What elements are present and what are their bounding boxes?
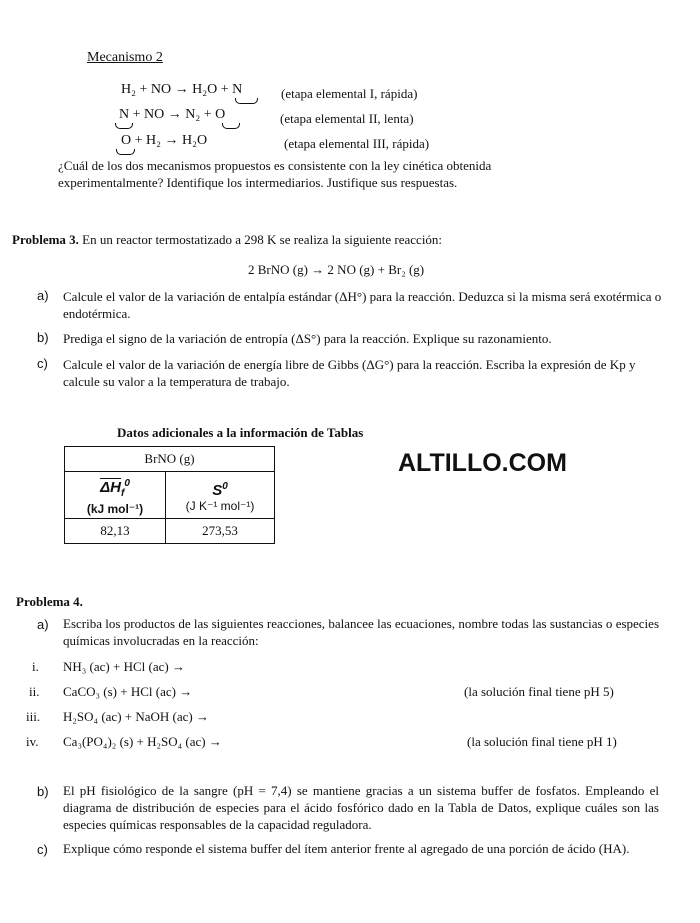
table-species: BrNO (g)	[65, 447, 275, 472]
mechanism-step-1: H₂ + NO → H₂O + N	[121, 82, 243, 97]
mechanism-question: ¿Cuál de los dos mecanismos propuestos es consistente con la ley cinética obtenida experimentalmente? Identifique los intermediarios. Justifique sus respuestas.	[58, 158, 492, 190]
problem3-heading: Problema 3.	[12, 232, 79, 247]
intermediate-brace	[235, 98, 258, 104]
problem3-item-b-text: Prediga el signo de la variación de entropía (ΔS°) para la reacción. Explique su razonamiento.	[63, 331, 552, 346]
reaction-eq-i: NH₃ (ac) + HCl (ac) →	[63, 659, 185, 674]
problem3-item-b-label: b)	[37, 330, 49, 345]
problem4-item-a-label: a)	[37, 617, 49, 632]
data-table	[64, 446, 275, 544]
reaction-num-iv: iv.	[26, 734, 39, 749]
reaction-eq-iii: H₂SO₄ (ac) + NaOH (ac) →	[63, 709, 209, 724]
problem3-header	[12, 232, 442, 248]
mechanism-step-2: N + NO → N₂ + O	[119, 107, 226, 122]
intermediate-brace	[115, 123, 133, 129]
table-header-enthalpy	[65, 472, 166, 519]
entropy-unit: (J K⁻¹ mol⁻¹)	[185, 498, 255, 513]
mechanism-title: Mecanismo 2	[87, 50, 163, 65]
problem4-item-c-text: Explique cómo responde el sistema buffer del ítem anterior frente al agregado de una porción de ácido (HA).	[63, 841, 630, 856]
problem4-item-b-label: b)	[37, 784, 49, 799]
intermediate-brace	[222, 123, 240, 129]
table-value-enthalpy: 82,13	[65, 519, 166, 544]
problem3-item-a-text: Calcule el valor de la variación de entalpía estándar (ΔH°) para la reacción. Deduzca si la misma será exotérmica o endotérmica.	[63, 289, 662, 321]
enthalpy-unit: (kJ mol⁻¹)	[86, 501, 144, 516]
entropy-symbol: $S^0$	[212, 480, 228, 499]
table-header-entropy	[166, 472, 275, 519]
problem4-heading: Problema 4.	[16, 594, 83, 609]
watermark-logo: ALTILLO.COM	[398, 449, 567, 477]
intermediate-brace	[116, 149, 135, 155]
reaction-note-iv: (la solución final tiene pH 1)	[467, 734, 617, 749]
enthalpy-symbol: $\overline{\Delta H}_f^0$	[100, 477, 130, 499]
mechanism-step-3-note: (etapa elemental III, rápida)	[284, 136, 430, 151]
problem3-intro: En un reactor termostatizado a 298 K se realiza la siguiente reacción:	[82, 232, 443, 247]
table-caption: Datos adicionales a la información de Tablas	[117, 425, 364, 440]
mechanism-step-3: O + H₂ → H₂O	[121, 133, 208, 148]
reaction-num-ii: ii.	[29, 684, 40, 699]
problem4-item-b-text: El pH fisiológico de la sangre (pH = 7,4) se mantiene gracias a un sistema buffer de fosfatos. Empleando el diagrama de distribución de especies para el ácido fosfórico dado en la Tabla de Datos, explique cuáles son las especies químicas responsables de la capacidad reguladora.	[63, 783, 659, 832]
problem3-item-c-text: Calcule el valor de la variación de energía libre de Gibbs (ΔG°) para la reacción. Escriba la expresión de Kp y calcule su valor a la temperatura de trabajo.	[63, 357, 636, 389]
reaction-num-iii: iii.	[26, 709, 41, 724]
reaction-eq-iv: Ca₃(PO₄)₂ (s) + H₂SO₄ (ac) →	[63, 734, 222, 749]
problem4-item-a-text: Escriba los productos de las siguientes reacciones, balancee las ecuaciones, nombre todas las sustancias o especies químicas involucradas en la reacción:	[63, 616, 659, 648]
mechanism-step-1-note: (etapa elemental I, rápida)	[281, 86, 418, 101]
problem4-item-c-label: c)	[37, 842, 48, 857]
reaction-note-ii: (la solución final tiene pH 5)	[464, 684, 614, 699]
problem3-item-a-label: a)	[37, 288, 49, 303]
problem3-reaction: 2 BrNO (g) → 2 NO (g) + Br₂ (g)	[248, 262, 425, 277]
reaction-num-i: i.	[32, 659, 39, 674]
mechanism-step-2-note: (etapa elemental II, lenta)	[280, 111, 414, 126]
table-value-entropy: 273,53	[166, 519, 275, 544]
reaction-eq-ii: CaCO₃ (s) + HCl (ac) →	[63, 684, 193, 699]
problem3-item-c-label: c)	[37, 356, 48, 371]
